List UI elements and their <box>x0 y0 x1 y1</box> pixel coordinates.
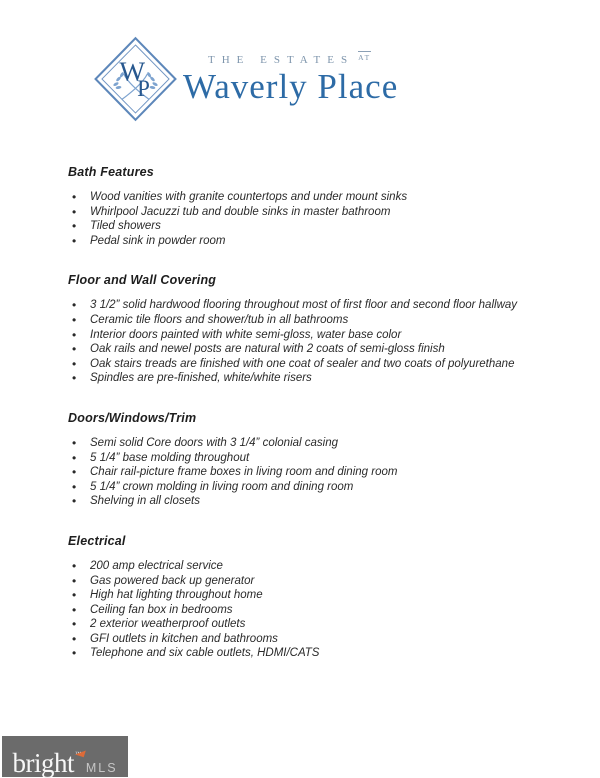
bright-mls-logo <box>2 736 128 777</box>
logo-name: Waverly Place <box>183 67 399 106</box>
list-item: • Ceiling fan box in bedrooms <box>68 603 568 618</box>
section-bath-features <box>68 166 568 248</box>
monogram-p: P <box>137 76 150 101</box>
list-item: • Pedal sink in powder room <box>68 234 568 249</box>
tagline-at: AT <box>358 53 372 62</box>
list-item: • Spindles are pre-finished, white/white risers <box>68 371 568 386</box>
feature-list <box>68 436 568 509</box>
list-item: • Oak rails and newel posts are natural with 2 coats of semi-gloss finish <box>68 342 568 357</box>
list-item: • 5 1/4” crown molding in living room and dining room <box>68 480 568 495</box>
list-item: • 2 exterior weatherproof outlets <box>68 617 568 632</box>
section-title: Floor and Wall Covering <box>68 273 217 288</box>
section-floor-wall-covering <box>68 274 568 386</box>
wp-diamond-monogram-icon <box>93 35 178 123</box>
list-item: • Whirlpool Jacuzzi tub and double sinks in master bathroom <box>68 205 568 220</box>
bright-text: bright <box>12 748 74 778</box>
section-title: Bath Features <box>68 165 154 179</box>
feature-list <box>68 190 568 248</box>
waverly-place-logo <box>93 33 513 128</box>
list-item: • Semi solid Core doors with 3 1/4” colonial casing <box>68 436 568 451</box>
list-item: • 5 1/4” base molding throughout <box>68 451 568 466</box>
list-item: • Interior doors painted with white semi-gloss, water base color <box>68 328 568 343</box>
list-item: • Tiled showers <box>68 219 568 234</box>
list-item: • 200 amp electrical service <box>68 559 568 574</box>
list-item: • GFI outlets in kitchen and bathrooms <box>68 632 568 647</box>
mls-text: MLS <box>85 761 118 775</box>
feature-list <box>68 559 568 661</box>
list-item: • Gas powered back up generator <box>68 574 568 589</box>
section-title: Electrical <box>68 533 126 548</box>
section-title: Doors/Windows/Trim <box>68 410 197 425</box>
logo-tagline <box>190 51 510 66</box>
list-item: • High hat lighting throughout home <box>68 588 568 603</box>
bright-wordmark <box>12 741 80 777</box>
list-item: • Telephone and six cable outlets, HDMI/CATS <box>68 646 568 661</box>
list-item: • Ceramic tile floors and shower/tub in all bathrooms <box>68 313 568 328</box>
list-item: • Wood vanities with granite countertops and under mount sinks <box>68 190 568 205</box>
monogram-w: W <box>119 56 146 87</box>
features-document <box>68 166 568 687</box>
section-electrical <box>68 535 568 661</box>
feature-list <box>68 298 568 386</box>
list-item: • Chair rail-picture frame boxes in living room and dining room <box>68 465 568 480</box>
list-item: • Oak stairs treads are finished with one coat of sealer and two coats of polyurethane <box>68 357 568 372</box>
tagline-text: THE ESTATES <box>208 54 355 66</box>
list-item: • 3 1/2” solid hardwood flooring throughout most of first floor and second floor hallway <box>68 298 568 313</box>
list-item: • Shelving in all closets <box>68 494 568 509</box>
section-doors-windows-trim <box>68 412 568 509</box>
trademark-symbol: ™ <box>74 751 81 758</box>
